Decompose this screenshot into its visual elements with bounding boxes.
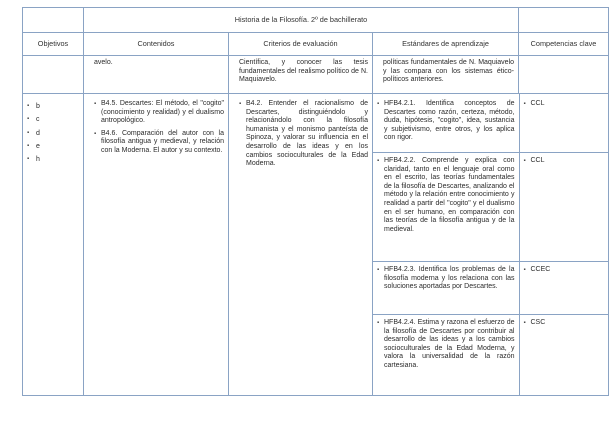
- continuation-criterios: [229, 56, 373, 94]
- competencia-cell: [519, 153, 609, 262]
- estandar-item: ▪ HFB4.2.4. Estima y razona el esfuerzo de la filosofía de Descartes por contribuir al desarrollo de las ideas y a los cambios socioculturales de la Edad Moderna, y valora la universalidad de la razón cartesiana.: [377, 319, 515, 371]
- estandar-row: [373, 315, 609, 396]
- objetivo-item: ▪ c: [27, 113, 83, 126]
- curriculum-table: [22, 7, 609, 396]
- continuation-row: [23, 56, 609, 94]
- title-empty-cell-right: [519, 8, 609, 33]
- header-objetivos: Objetivos: [23, 33, 84, 56]
- contenido-item: ▪ B4.6. Comparación del autor con la filosofía antigua y medieval, y relación con la Moderna. El autor y su contexto.: [94, 130, 224, 156]
- header-row: [23, 33, 609, 56]
- descartes-row: [23, 94, 609, 396]
- estandar-item: ▪ HFB4.2.2. Comprende y explica con claridad, tanto en el lenguaje oral como en el escrito, las teorías fundamentales de la filosofía de Descartes, analizando el método y la relación entre conocimiento y realidad a partir del "cogito" y el dualismo en el ser humano, en comparación con las teorías de la filosofía antigua y de la medieval.: [377, 157, 515, 234]
- continuation-objetivos: [23, 56, 84, 94]
- estandares-table: [373, 94, 609, 395]
- estandares-competencias-cell: [373, 94, 609, 396]
- criterio-item: ▪ B4.2. Entender el racionalismo de Descartes, distinguiéndolo y relacionándolo con la filosofía humanista y el monismo panteísta de Spinoza, y valorar su influencia en el desarrollo de las ideas y en los cambios socioculturales de la Edad Moderna.: [239, 100, 368, 169]
- title-empty-cell: [23, 8, 84, 33]
- estandar-cell: [373, 153, 519, 262]
- table-title: Historia de la Filosofía. 2º de bachillerato: [84, 8, 519, 33]
- continuation-contenidos-text: avelo.: [94, 59, 113, 66]
- curriculum-table-frame: [22, 7, 608, 396]
- objetivo-item: ▪ h: [27, 153, 83, 166]
- continuation-criterios-text: Científica, y conocer las tesis fundamentales del realismo político de N. Maquiavelo.: [239, 59, 368, 84]
- competencia-cell: [519, 315, 609, 396]
- estandar-row: [373, 262, 609, 315]
- estandar-item: ▪ HFB4.2.1. Identifica conceptos de Descartes como razón, certeza, método, duda, hipótesis, "cogito", idea, sustancia y subjetivismo, entre otros, y los aplica con rigor.: [377, 100, 515, 143]
- criterios-cell: [229, 94, 373, 396]
- estandar-row: [373, 94, 609, 153]
- competencia-item: ▪ CSC: [524, 319, 606, 328]
- estandar-cell: [373, 262, 519, 315]
- objetivo-item: ▪ d: [27, 127, 83, 140]
- estandar-row: [373, 153, 609, 262]
- competencia-item: ▪ CCL: [524, 157, 606, 166]
- contenido-item: ▪ B4.5. Descartes: El método, el "cogito" (conocimiento y realidad) y el dualismo antropológico.: [94, 100, 224, 126]
- estandar-cell: [373, 315, 519, 396]
- continuation-contenidos: [84, 56, 229, 94]
- competencia-cell: [519, 94, 609, 153]
- header-contenidos: Contenidos: [84, 33, 229, 56]
- objetivos-cell: [23, 94, 84, 396]
- title-row: [23, 8, 609, 33]
- competencia-item: ▪ CCL: [524, 100, 606, 109]
- objetivo-item: ▪ e: [27, 140, 83, 153]
- competencia-cell: [519, 262, 609, 315]
- header-competencias: Competencias clave: [519, 33, 609, 56]
- continuation-estandares: [373, 56, 519, 94]
- estandar-item: ▪ HFB4.2.3. Identifica los problemas de la filosofía moderna y los relaciona con las soluciones aportadas por Descartes.: [377, 266, 515, 292]
- header-estandares: Estándares de aprendizaje: [373, 33, 519, 56]
- estandar-cell: [373, 94, 519, 153]
- continuation-estandares-text: políticas fundamentales de N. Maquiavelo y las compara con los sistemas ético-políticos anteriores.: [383, 59, 515, 84]
- continuation-competencias: [519, 56, 609, 94]
- objetivos-list: [23, 94, 83, 166]
- competencia-item: ▪ CCEC: [524, 266, 606, 275]
- objetivo-item: ▪ b: [27, 100, 83, 113]
- header-criterios: Criterios de evaluación: [229, 33, 373, 56]
- contenidos-cell: [84, 94, 229, 396]
